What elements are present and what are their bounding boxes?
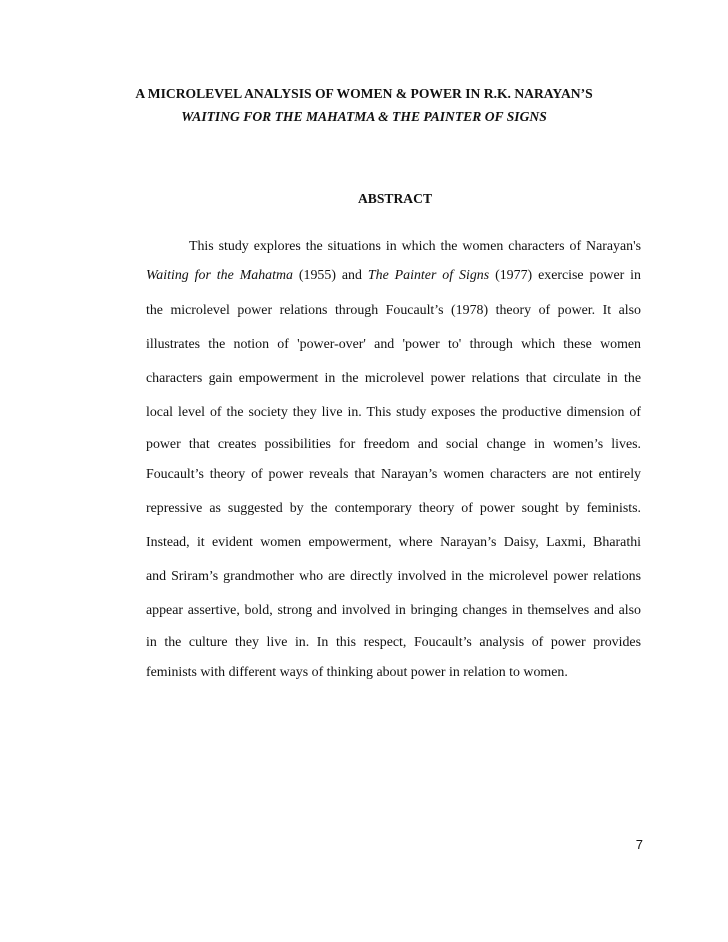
abstract-line: and Sriram’s grandmother who are directly involved in the microlevel power relations [146,569,641,584]
abstract-line: repressive as suggested by the contemporary theory of power sought by feminists. [146,501,641,516]
document-title-line-1: A MICROLEVEL ANALYSIS OF WOMEN & POWER IN R.K. NARAYAN’S [135,86,593,101]
page-number: 7 [635,837,643,852]
abstract-line: local level of the society they live in. This study exposes the productive dimension of [146,405,641,420]
abstract-line: Waiting for the Mahatma (1955) and The Painter of Signs (1977) exercise power in [146,268,641,283]
book-title: Waiting for the Mahatma [146,268,293,283]
abstract-line: in the culture they live in. In this respect, Foucault’s analysis of power provides [146,635,641,650]
book-title: The Painter of Signs [367,268,490,283]
abstract-line: the microlevel power relations through Foucault’s (1978) theory of power. It also [146,303,641,318]
abstract-line: illustrates the notion of 'power-over' and 'power to' through which these women [146,337,641,352]
document-title-line-2: WAITING FOR THE MAHATMA & THE PAINTER OF SIGNS [181,109,547,124]
abstract-line: Instead, it evident women empowerment, where Narayan’s Daisy, Laxmi, Bharathi [146,535,641,550]
abstract-line: Foucault’s theory of power reveals that Narayan’s women characters are not entirely [146,467,641,482]
abstract-line: appear assertive, bold, strong and involved in bringing changes in themselves and also [146,603,641,618]
abstract-line: feminists with different ways of thinking about power in relation to women. [146,665,568,680]
abstract-line: characters gain empowerment in the microlevel power relations that circulate in the [146,371,641,386]
abstract-line: This study explores the situations in which the women characters of Narayan's [189,239,641,254]
abstract-line: power that creates possibilities for freedom and social change in women’s lives. [146,437,641,452]
abstract-heading: ABSTRACT [357,191,433,206]
